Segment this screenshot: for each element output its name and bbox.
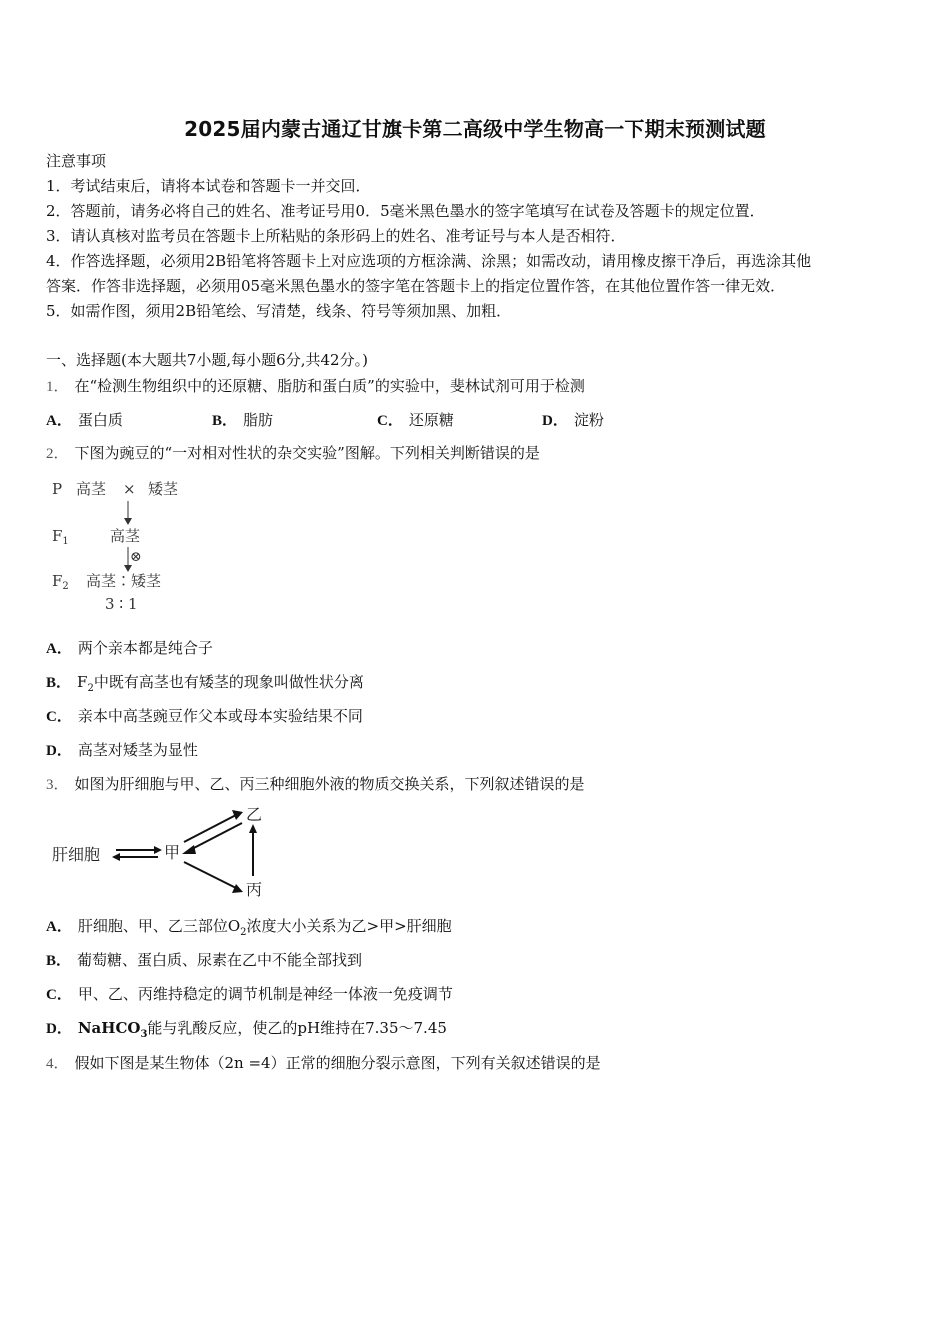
arrow-head: [232, 884, 243, 893]
page-title: 2025届内蒙古通辽甘旗卡第二高级中学生物高一下期末预测试题: [184, 117, 766, 141]
arrow-head: [249, 824, 257, 833]
arrow-head: [232, 810, 243, 820]
q2-option-a: A． 两个亲本都是纯合子: [46, 639, 213, 657]
question-3: [46, 774, 585, 795]
p-label: P: [52, 480, 63, 498]
section-heading: 一、选择题(本大题共7小题,每小题6分,共42分。): [46, 351, 368, 369]
option-c: C． 还原糖: [377, 411, 454, 429]
question-1: [46, 376, 585, 397]
option-a: A． 蛋白质: [46, 411, 123, 429]
yi-label: 乙: [246, 805, 263, 824]
q2-option-d: D． 高茎对矮茎为显性: [46, 741, 198, 759]
arrow-head: [124, 518, 132, 525]
question-stem: 如图为肝细胞与甲、乙、丙三种细胞外液的物质交换关系，下列叙述错误的是: [74, 775, 585, 793]
arrow-jia-to-yi: [184, 815, 236, 842]
f2-text: 高茎∶矮茎: [86, 572, 162, 590]
cross-symbol: ×: [123, 480, 136, 498]
arrow-yi-to-jia: [190, 823, 242, 850]
question-number: 4．: [46, 1056, 69, 1072]
fluid-exchange-diagram: [46, 800, 276, 905]
notice-item: 4．作答选择题，必须用2B铅笔将答题卡上对应选项的方框涂满、涂黑；如需改动，请用橡皮擦干净后，再选涂其他: [46, 252, 812, 270]
q3-option-b: B． 葡萄糖、蛋白质、尿素在乙中不能全部找到: [46, 951, 363, 969]
q3-option-d: D． NaHCO$_3$能与乳酸反应，使乙的pH维持在7.35～7.45: [46, 1019, 447, 1040]
notice-heading: 注意事项: [46, 152, 107, 170]
q1-options: [46, 409, 746, 429]
question-4: [46, 1053, 601, 1074]
liver-cell-label: 肝细胞: [52, 845, 101, 864]
question-stem: 在“检测生物组织中的还原糖、脂肪和蛋白质”的实验中，斐林试剂可用于检测: [74, 377, 585, 395]
bing-label: 丙: [246, 880, 263, 899]
arrow-jia-to-bing: [184, 862, 236, 888]
p-left-text: 高茎: [76, 480, 107, 498]
q2-option-b: B． $F_2$中既有高茎也有矮茎的现象叫做性状分离: [46, 673, 364, 694]
q3-option-a: A． 肝细胞、甲、乙三部位$O_2$浓度大小关系为乙>甲>肝细胞: [46, 917, 452, 938]
arrow-head: [154, 846, 162, 854]
q3-option-c: C． 甲、乙、丙维持稳定的调节机制是神经一体液一免疫调节: [46, 985, 453, 1003]
arrow-head: [182, 845, 196, 854]
option-b: B． 脂肪: [212, 411, 274, 429]
option-d: D． 淀粉: [542, 411, 604, 429]
pea-cross-diagram: [46, 474, 206, 619]
notice-item: 1．考试结束后，请将本试卷和答题卡一并交回．: [46, 177, 371, 195]
p-right-text: 矮茎: [148, 480, 179, 498]
arrow-head: [124, 565, 132, 572]
notice-item: 2．答题前，请务必将自己的姓名、准考证号用0．5毫米黑色墨水的签字笔填写在试卷及答题卡的规定位置．: [46, 202, 765, 220]
notice-item: 3．请认真核对监考员在答题卡上所粘贴的条形码上的姓名、准考证号与本人是否相符．: [46, 227, 626, 245]
question-stem: 假如下图是某生物体（2n =4）正常的细胞分裂示意图，下列有关叙述错误的是: [74, 1054, 601, 1072]
self-cross-symbol: ⊗: [130, 549, 142, 565]
ratio-text: 3 ∶ 1: [105, 595, 138, 613]
question-stem: 下图为豌豆的“一对相对性状的杂交实验”图解。下列相关判断错误的是: [74, 444, 540, 462]
q2-option-c: C． 亲本中高茎豌豆作父本或母本实验结果不同: [46, 707, 363, 725]
notice-item: 5．如需作图，须用2B铅笔绘、写清楚，线条、符号等须加黑、加粗．: [46, 302, 512, 320]
question-number: 1．: [46, 379, 69, 395]
question-number: 2．: [46, 446, 69, 462]
f2-label: $F_2$: [52, 572, 69, 592]
f1-text: 高茎: [110, 527, 141, 545]
f1-label: $F_1$: [52, 527, 69, 547]
jia-label: 甲: [164, 843, 181, 862]
question-2: [46, 443, 540, 464]
arrow-head: [112, 853, 120, 861]
question-number: 3．: [46, 777, 69, 793]
notice-item: 答案．作答非选择题，必须用05毫米黑色墨水的签字笔在答题卡上的指定位置作答，在其他位置作答一律无效．: [46, 277, 786, 295]
